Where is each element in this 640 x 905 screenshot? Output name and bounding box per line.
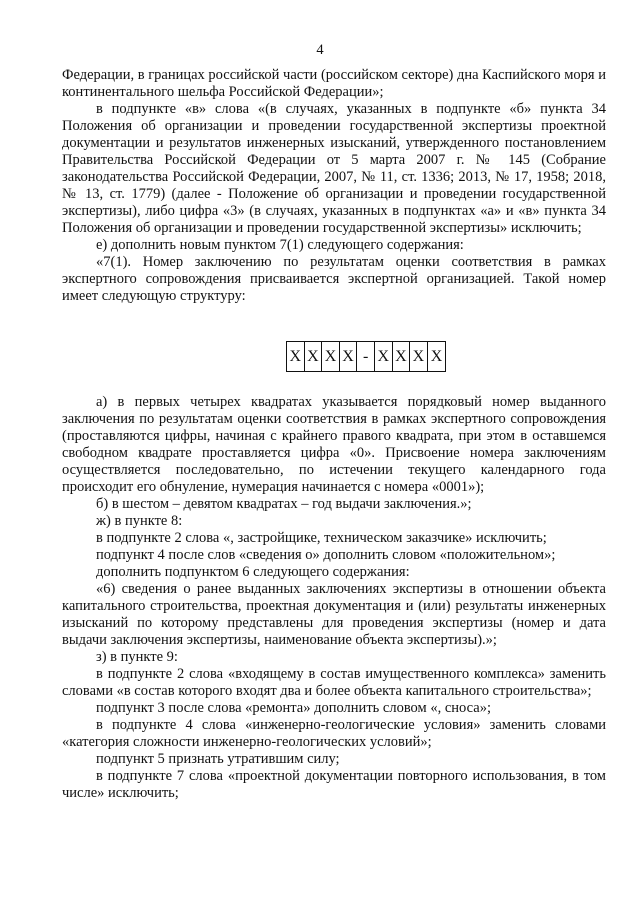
paragraph: в подпункте 4 слова «инженерно-геологические условия» заменить словами «категория сложности инженерно-геологических условий»; [62,717,606,750]
paragraph: в подпункте 2 слова «, застройщике, техническом заказчике» исключить; [96,530,547,546]
code-cell: X [410,342,428,371]
paragraph: а) в первых четырех квадратах указывается порядковый номер выданного заключения по результатам оценки соответствия в рамках экспертного сопровождения (проставляются цифры, начиная с крайнего правого квадрата, при этом в оставшемся свободном квадрате проставляется цифра «0». Присвоение номера заключениям осуществляется последовательно, по истечении текущего календарного года происходит его обнуление, нумерация начинается с номера «0001»); [62,394,606,495]
text-block-top [62,67,606,305]
code-cell: X [393,342,411,371]
paragraph: в подпункте 7 слова «проектной документации повторного использования, в том числе» исключить; [62,768,606,801]
code-cell: X [287,342,305,371]
paragraph: в подпункте «в» слова «(в случаях, указанных в подпункте «б» пункта 34 Положения об организации и проведении государственной экспертизы проектной документации и результатов инженерных изысканий, утвержденного постановлением Правительства Российской Федерации от 5 марта 2007 г. № 145 (Собрание законодательства Российской Федерации, 2007, № 11, ст. 1336; 2013, № 17, 1958; 2018, № 13, ст. 1779) (далее - Положение об организации и проведении государственной экспертизы), либо цифра «3» (в случаях, указанных в подпунктах «а» и «в» пункта 34 Положения об организации и проведении государственной экспертизы» исключить; [62,101,606,236]
code-separator: - [357,342,375,371]
paragraph: подпункт 5 признать утратившим силу; [96,751,340,767]
paragraph: «7(1). Номер заключению по результатам оценки соответствия в рамках экспертного сопровождения присваивается экспертной организацией. Такой номер имеет следующую структуру: [62,254,606,304]
paragraph: дополнить подпунктом 6 следующего содержания: [96,564,410,580]
code-cell: X [430,347,443,365]
text-block-bottom [62,394,606,802]
number-structure-box [286,341,446,372]
code-cell: X [322,342,340,371]
code-cell: X [375,342,393,371]
code-cell: X [305,342,323,371]
paragraph: е) дополнить новым пунктом 7(1) следующего содержания: [96,237,464,253]
paragraph: з) в пункте 9: [96,649,178,665]
code-cell: X [340,342,358,371]
paragraph: ж) в пункте 8: [96,513,183,529]
paragraph: подпункт 3 после слова «ремонта» дополнить словом «, сноса»; [96,700,491,716]
page-number: 4 [316,42,324,58]
paragraph: в подпункте 2 слова «входящему в состав имущественного комплекса» заменить словами «в состав которого входят два и более объекта капитального строительства»; [62,666,606,699]
paragraph: подпункт 4 после слов «сведения о» дополнить словом «положительном»; [96,547,556,563]
paragraph: б) в шестом – девятом квадратах – год выдачи заключения.»; [96,496,472,512]
paragraph: Федерации, в границах российской части (российском секторе) дна Каспийского моря и континентального шельфа Российской Федерации»; [62,67,606,100]
paragraph: «6) сведения о ранее выданных заключениях экспертизы в отношении объекта капитального строительства, проектная документация и (или) результаты инженерных изысканий по которому представлены для проведения экспертизы (номер и дата выдачи заключения экспертизы, наименование объекта экспертизы).»; [62,581,606,648]
